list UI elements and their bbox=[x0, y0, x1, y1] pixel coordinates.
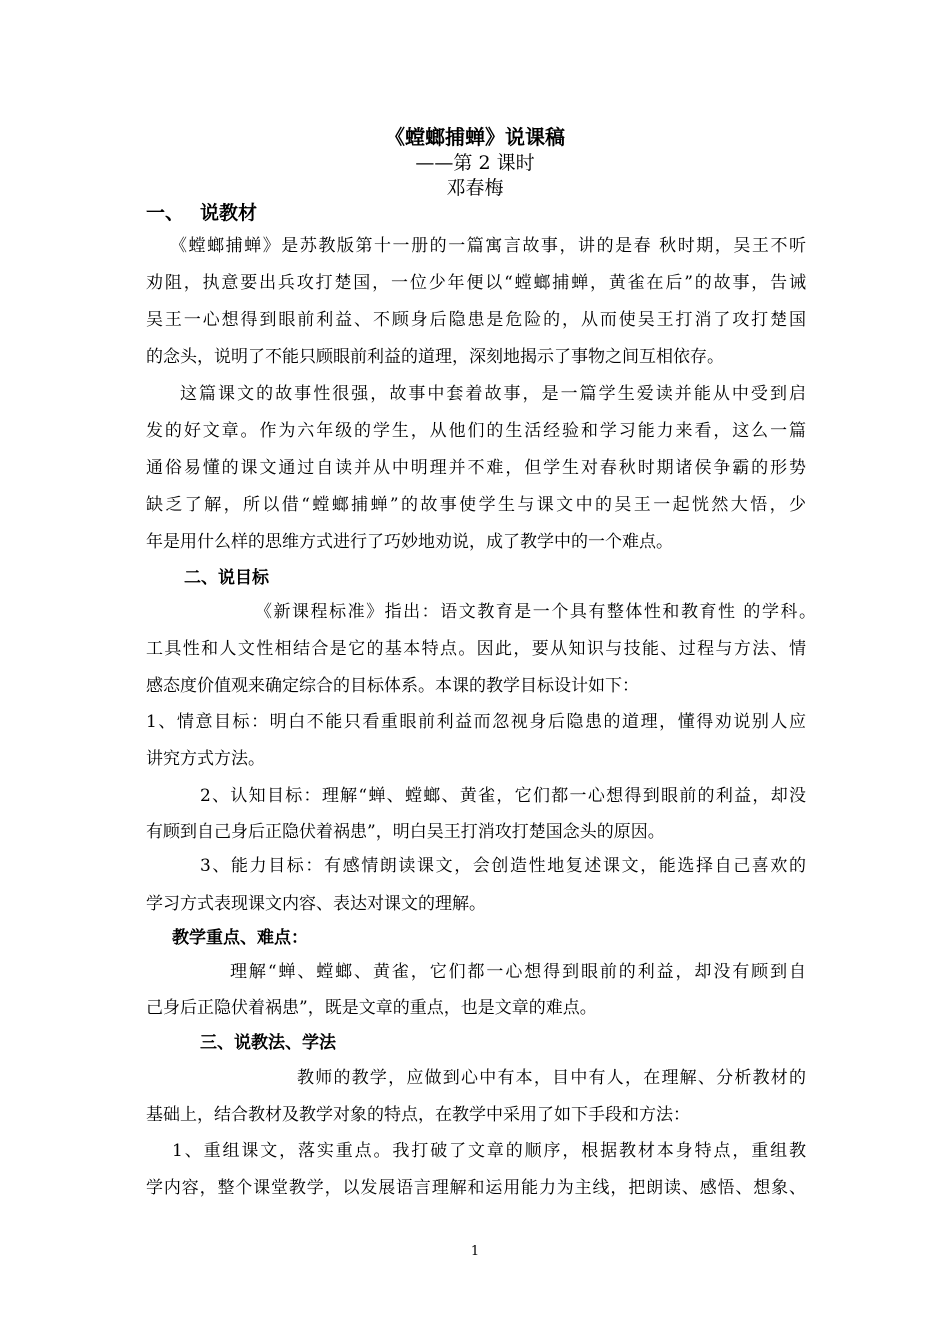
text-line: 工具性和人文性相结合是它的基本特点。因此，要从知识与技能、过程与方法、情 bbox=[146, 639, 806, 659]
document-title: 《螳螂捕蝉》说课稿 bbox=[385, 125, 565, 149]
key-points-heading: 教学重点、难点： bbox=[172, 928, 308, 948]
text-line: 缺乏了解，所以借“螳螂捕蝉”的故事使学生与课文中的吴王一起恍然大悟，少 bbox=[146, 495, 806, 515]
section3-heading: 三、说教法、学法 bbox=[200, 1033, 336, 1053]
text-line: 《新课程标准》指出：语文教育是一个具有整体性和教育性 的学科。 bbox=[255, 602, 816, 622]
text-line: 吴王一心想得到眼前利益、不顾身后隐患是危险的，从而使吴王打消了攻打楚国 bbox=[146, 310, 806, 330]
text-line: 1、情意目标：明白不能只看重眼前利益而忽视身后隐患的道理，懂得劝说别人应 bbox=[146, 712, 806, 732]
document-subtitle: ——第 2 课时 bbox=[415, 152, 535, 174]
text-line: 发的好文章。作为六年级的学生，从他们的生活经验和学习能力来看，这么一篇 bbox=[146, 421, 806, 441]
text-line: 学习方式表现课文内容、表达对课文的理解。 bbox=[146, 894, 486, 914]
section1-heading-number: 一、 bbox=[146, 202, 185, 224]
text-line: 己身后正隐伏着祸患”，既是文章的重点，也是文章的难点。 bbox=[146, 998, 597, 1018]
text-line: 这篇课文的故事性很强，故事中套着故事，是一篇学生爱读并能从中受到启 bbox=[180, 384, 806, 404]
text-line: 劝阻，执意要出兵攻打楚国，一位少年便以“螳螂捕蝉，黄雀在后”的故事，告诫 bbox=[146, 273, 806, 293]
section2-heading: 二、说目标 bbox=[184, 568, 269, 588]
document-author: 邓春梅 bbox=[446, 177, 504, 199]
text-line: 有顾到自己身后正隐伏着祸患”，明白吴王打消攻打楚国念头的原因。 bbox=[146, 822, 665, 842]
text-line: 3、能力目标：有感情朗读课文，会创造性地复述课文，能选择自己喜欢的 bbox=[200, 856, 806, 876]
text-line: 理解“蝉、螳螂、黄雀，它们都一心想得到眼前的利益，却没有顾到自 bbox=[230, 962, 806, 982]
text-line: 年是用什么样的思维方式进行了巧妙地劝说，成了教学中的一个难点。 bbox=[146, 532, 673, 552]
text-line: 学内容，整个课堂教学，以发展语言理解和运用能力为主线，把朗读、感悟、想象、 bbox=[146, 1178, 806, 1198]
text-line: 通俗易懂的课文通过自读并从中明理并不难，但学生对春秋时期诸侯争霸的形势 bbox=[146, 458, 806, 478]
text-line: 1、重组课文，落实重点。我打破了文章的顺序，根据教材本身特点，重组教 bbox=[172, 1141, 806, 1161]
text-line: 的念头，说明了不能只顾眼前利益的道理，深刻地揭示了事物之间互相依存。 bbox=[146, 347, 724, 367]
text-line: 基础上，结合教材及教学对象的特点，在教学中采用了如下手段和方法： bbox=[146, 1105, 690, 1125]
section1-heading: 说教材 bbox=[200, 202, 258, 224]
text-line: 教师的教学，应做到心中有本，目中有人，在理解、分析教材的 bbox=[297, 1068, 806, 1088]
text-line: 《螳螂捕蝉》是苏教版第十一册的一篇寓言故事，讲的是春 秋时期，吴王不听 bbox=[170, 236, 806, 256]
page-number: 1 bbox=[470, 1244, 480, 1259]
text-line: 讲究方式方法。 bbox=[146, 749, 265, 769]
text-line: 2、认知目标：理解“蝉、螳螂、黄雀，它们都一心想得到眼前的利益，却没 bbox=[200, 786, 806, 806]
text-line: 感态度价值观来确定综合的目标体系。本课的教学目标设计如下： bbox=[146, 676, 639, 696]
